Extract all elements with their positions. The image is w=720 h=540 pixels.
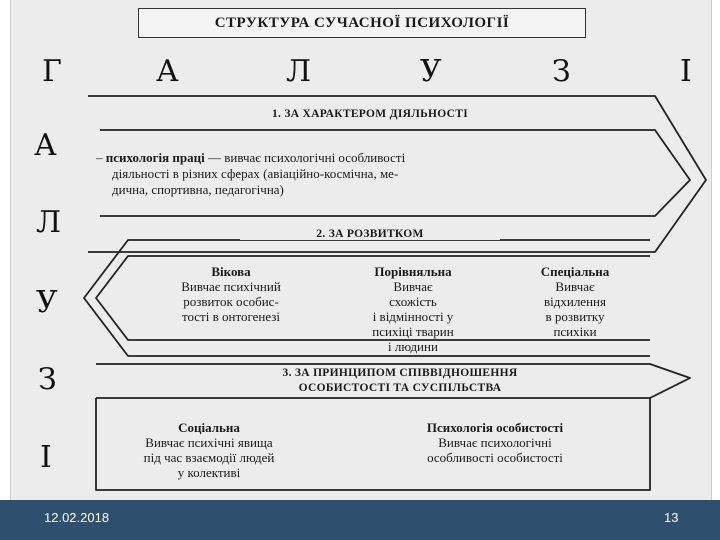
col-vikova-line-1: Вивчає психічний [181, 279, 281, 294]
col-sotsialna-line-1: Вивчає психічні явища [145, 435, 273, 450]
section-1-line-1-text: – психологія праці — вивчає психологічні особливості [96, 150, 406, 165]
col-porivnyalna-line-2: схожість [389, 294, 437, 309]
col-porivnyalna-line-1: Вивчає [393, 279, 433, 294]
section-1-term: психологія праці [105, 150, 205, 165]
side-letter-4: З [38, 362, 57, 397]
section-1-line-1 [96, 150, 656, 166]
col-spetsialna-line-2: відхилення [544, 294, 606, 309]
section-3-header-line-1: 3. ЗА ПРИНЦИПОМ СПІВВІДНОШЕННЯ [282, 367, 518, 379]
top-letter-6: І [680, 54, 692, 89]
side-letter-3: У [36, 285, 58, 320]
col-osobystosti-line-2: особливості особистості [427, 450, 563, 465]
col-sotsialna-line-2: під час взаємодії людей [143, 450, 275, 465]
top-letter-3: Л [286, 54, 312, 89]
page-title: СТРУКТУРА СУЧАСНОЇ ПСИХОЛОГІЇ [138, 8, 586, 38]
col-osobystosti-title: Психологія особистості [426, 420, 564, 435]
col-porivnyalna-line-5: і людини [388, 339, 438, 354]
side-letter-5: І [40, 440, 52, 475]
col-spetsialna-line-1: Вивчає [555, 279, 595, 294]
col-spetsialna-title: Спеціальна [540, 264, 610, 279]
top-letter-4: У [420, 54, 442, 89]
section-1-line-2: діяльності в різних сферах (авіаційно-космічна, ме- [112, 166, 399, 181]
slide-date: 12.02.2018 [44, 510, 110, 525]
top-letter-1: Г [42, 54, 62, 89]
col-vikova-line-3: тості в онтогенезі [181, 309, 281, 324]
col-osobystosti-line-1: Вивчає психологічні [438, 435, 552, 450]
col-sotsialna-title: Соціальна [178, 420, 240, 435]
col-vikova-line-2: розвиток особис- [183, 294, 279, 309]
col-porivnyalna-line-3: і відмінності у [372, 309, 454, 324]
section-1-line-3: дична, спортивна, педагогічна) [112, 182, 284, 197]
col-sotsialna-line-3: у колективі [177, 465, 241, 480]
col-spetsialna-line-3: в розвитку [545, 309, 605, 324]
col-osobystosti [360, 420, 630, 465]
col-porivnyalna [328, 264, 498, 354]
col-porivnyalna-line-4: психіці тварин [372, 324, 454, 339]
side-letter-2: Л [36, 205, 62, 240]
top-letter-5: З [552, 54, 571, 89]
section-1-header: 1. ЗА ХАРАКТЕРОМ ДІЯЛЬНОСТІ [272, 108, 468, 120]
col-porivnyalna-title: Порівняльна [374, 264, 452, 279]
col-vikova [136, 264, 326, 324]
col-vikova-title: Вікова [211, 264, 251, 279]
slide-page-number: 13 [664, 510, 679, 525]
section-3-header-line-2: ОСОБИСТОСТІ ТА СУСПІЛЬСТВА [298, 382, 502, 394]
top-letter-2: А [156, 54, 179, 89]
col-sotsialna [84, 420, 334, 480]
col-spetsialna [500, 264, 650, 339]
col-spetsialna-line-4: психіки [553, 324, 597, 339]
section-2-header: 2. ЗА РОЗВИТКОМ [240, 228, 500, 240]
side-letter-1: А [34, 128, 57, 163]
